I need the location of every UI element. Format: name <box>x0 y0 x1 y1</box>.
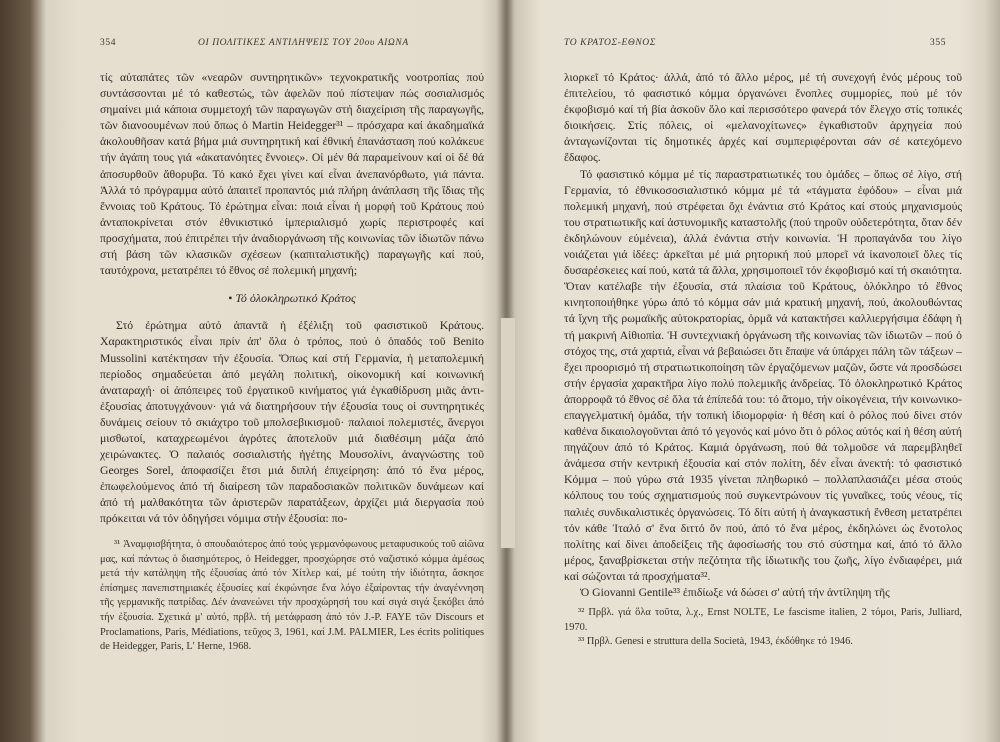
right-paragraph-1: λιορκεῖ τό Κράτος· ἀλλά, ἀπό τό ἄλλο μέρος, μέ τή συνεχογή ἑνός μέρους τοῦ ἐπιτελείου, τό φασιστικό κόμμα ὀργανώνει ἔνοπλες συμμορίες, πού μέ τόν ἐκφοβισμό καί τή βία ἀσκοῦν ὅλο καί περισσότερο φανερά τόν ἔλεγχο στίς τοπικές διοικήσεις. Στίς πόλεις, οἱ «μελανοχίτωνες» ἐγκαθιστοῦν ἀρχηγεία πού ἀνταγωνίζονται τίς δημοτικές ἀρχές καί συμπεριφέρονται σάν σέ κατεχόμενο ἔδαφος. <box>564 71 962 165</box>
footnote-33: ³³ Πρβλ. Genesi e struttura della Società, 1943, ἐκδόθηκε τό 1946. <box>578 636 853 648</box>
right-running-head: ΤΟ ΚΡΑΤΟΣ-ΕΘΝΟΣ <box>564 38 657 48</box>
right-footnotes <box>564 606 962 650</box>
left-page-number: 354 <box>100 38 117 48</box>
footnote-32: ³² Πρβλ. γιά ὅλα τοῦτα, λ.χ., Ernst NOLTE, Le fascisme italien, 2 τόμοι, Paris, Julliard, 1970. <box>564 607 962 633</box>
right-paragraph-3: Ὁ Giovanni Gentile³³ ἐπιδίωξε νά δώσει σ' αὐτή τήν ἀντίληψη τῆς <box>580 586 890 599</box>
left-footnotes <box>100 538 484 655</box>
left-body <box>100 70 484 528</box>
left-page <box>48 0 500 742</box>
right-page <box>512 0 982 742</box>
footnote-31: ³¹ Ἀναμφισβήτητα, ὁ σπουδαιότερος ἀπό τούς γερμανόφωνους μεταφυσικούς τοῦ αἰῶνα μας, καί πάντως ὁ διασημότερος, ὁ Heidegger, προσχώρησε στό ναζιστικό κόμμα ἀμέσως μετά τήν κατάληψη τῆς ἐξουσίας ἀπό τόν Χίτλερ καί, μέ τούτη τήν ἰδιότητα, ἄσκησε ἐπίσημες πανεπιστημιακές ἐξουσίες καί ἐκφώνησε ἕνα λόγο ἐξαίροντας τήν ἀναγέννηση τῆς γερμανικῆς πατρίδας. Δέν ἀνανεώνει τήν προσχώρησή του καί σιγά σιγά ξεκόβει ἀπό τήν ἐξουσία. Σχετικά μ' αὐτό, πρβλ. τή μετάφραση ἀπό τόν J.-P. FAYE τῶν Discours et Proclamations, Paris, Médiations, τεῦχος 3, 1961, καί J.M. PALMIER, Les écrits politiques de Heidegger, Paris, L' Herne, 1968. <box>100 539 484 653</box>
left-running-head: ΟΙ ΠΟΛΙΤΙΚΕΣ ΑΝΤΙΛΗΨΕΙΣ ΤΟΥ 20ου ΑΙΩΝΑ <box>198 38 409 48</box>
right-paragraph-2: Τό φασιστικό κόμμα μέ τίς παραστρατιωτικές του ὁμάδες – ὅπως σέ λίγο, στή Γερμανία, τό ἐθνικοσοσιαλιστικό κόμμα μέ τά «τάγματα ἐφόδου» – εἶναι μιά πολεμική μηχανή, πού στρέφεται ὄχι ἐνάντια στό Κράτος καί στούς μηχανισμούς του στρατιωτικῆς καί ἀστυνομικῆς καταστολῆς (πού τηροῦν οὐδετερότητα, ὅταν δέν ἐκδηλώνουν εὐμένεια), ἀλλά ἐνάντια στήν κοινωνία. Ἡ προπαγάνδα του λίγο νοιάζεται γιά ἰδέες: ἀρκεῖται μέ μιά ρητορική πού μπορεῖ νά ἱκανοποιεῖ ὅλες τίς δυσαρέσκειες καί πού, κατά τά ἄλλα, χρησιμοποιεῖ τόν ἐκφοβισμό καί τή σκαιότητα. Ὅταν κατέλαβε τήν ἐξουσία, στά πλαίσια τοῦ Κράτους, ὁλόκληρο τό ἔθνος κινητοποιήθηκε γύρω ἀπό τό κόμμα σάν μιά κρατική μηχανή, πού, ἀκολουθώντας τά ἴχνη τῆς ρωμαϊκῆς αὐτοκρατορίας, ὁρμᾶ νά κατακτήσει καλλιεργήσιμα ἐδάφη ἡ τή μακρινή Αἰθιοπία. Ἡ συντεχνιακή ὀργάνωση τῆς κοινωνίας τῶν ἰδιωτῶν – πού ὁ στόχος της, στά χαρτιά, εἶναι νά βεβαιώσει ὅτι ἔπαψε νά ὑπάρχει πάλη τῶν τάξεων – ἔχει προορισμό τή στρατιωτικοποίηση τῶν ἐργαζόμενων μαζῶν, ὥστε νά προσδώσει στήν ἐργασία χαρακτῆρα λίγο πολύ πολεμικῆς ἀνδρείας. Τό ὁλοκληρωτικό Κράτος ἀπορροφᾶ τό ἔθνος σέ ὅλα τά ἐπίπεδά του: τό ἄτομο, τήν οἰκογένεια, τήν κοινωνικο-επαγγελματική ὁμάδα, τήν τοπική ἰδιομορφία· ἡ θέση καί ὁ ρόλος πού δίνει στόν καθένα δικαιολογοῦνται ἀπό τό γεγονός καί μόνο ὅτι ὁ ρόλος αὐτός καί ἡ θέση αὐτή πηγάζουν ἀπό τό Κράτος. Καμιά ὀργάνωση, πού θά τολμοῦσε νά παρεμβληθεῖ ἀνάμεσα στήν κεντρική ἐξουσία καί στόν πολίτη, δέν εἶναι ἀνεκτή: τό φασιστικό Κόμμα – πού γύρω στά 1935 γίνεται πληθωρικό – πολλαπλασιάζει μέσα στούς κόλπους του τούς σχηματισμούς πού συγκεντρώνουν τίς γυναῖκες, τούς νέους, τίς παλιές συνδικαλιστικές ὀργανώσεις. Τό δίτι αὐτή ἡ ἀναγκαστική ἔνθεση μετατρέπει τόν κάθε Ἰταλό σ' ἕνα διττό ὄν πού, ἀπό τό ἕνα μέρος, ἐκδηλώνει ὡς ἔνοτολος πολίτης καί δίνει ἀποδείξεις τῆς ἀφοσίωσής του στό σύστημα καί, ἀπό τό ἄλλο μέρος, ξαναβρίσκεται στήν πεζότητα τῆς ἰδιωτικῆς του ζωῆς, λίγο ἐνδιαφέρει, μιά καί σώζονται τά προσχήματα³². <box>564 167 962 583</box>
left-paragraph-1: τίς αὐταπάτες τῶν «νεαρῶν συντηρητικῶν» τεχνοκρατικῆς νοοτροπίας πού συντάσσονται μέ τό καθεστώς, τῶν ἀφελῶν πού πίστεψαν πώς σοσιαλισμός σημαίνει μιά κάποια συμμετοχή τῶν παραγωγῶν στή διαχείριση τῆς παραγωγῆς, τῶν διανοουμένων πού ὅπως ὁ Martin Heidegger³¹ – πρόσχαρα καί ἀκαδημαϊκά ἀκολουθῆσαν κατά βήμα μιά συντηρητική καί ἐθνική ἐπανάσταση πού κολάκευε τήν ἀγάπη τους γιά «ἀκατανόητες ἔννοιες». Οἱ μέν θά παραμείνουν καί οἱ δέ θά ἀποσυρθοῦν ἄθορυβα. Τό κακό ἔχει γίνει καί εἶναι ἀνεπανόρθωτο, γιά πάντα. Ἀλλά τό πρόγραμμα αὐτό ἀπαιτεῖ προπαντός μιά πλήρη ἀνάπλαση τῆς ἴδιας τῆς ἔννοιας τοῦ Κράτους. Τό ἐρώτημα εἶναι: ποιά εἶναι ἡ μορφή τοῦ Κράτους πού ἀνταποκρίνεται στόν ἐθνικιστικό ἰμπεριαλισμό χωρίς περιστροφές καί προσχήματα, πού ἐπιτρέπει τήν ἀναδιοργάνωση τῆς κοινωνίας τῶν ἰδιωτῶν πάνω στή βάση τῶν κλασικῶν σχέσεων (καπιταλιστικῆς) παραγωγῆς καί πού, ταυτόχρονα, μετατρέπει τό ἔθνος σέ πολεμική μηχανή; <box>100 71 484 278</box>
section-title: • Τό ὁλοκληρωτικό Κράτος <box>228 291 356 306</box>
right-page-number: 355 <box>930 38 947 48</box>
right-body <box>564 70 962 601</box>
left-paragraph-2: Στό ἐρώτημα αὐτό ἀπαντᾶ ἡ ἐξέλιξη τοῦ φασιστικοῦ Κράτους. Χαρακτηριστικός εἶναι πρίν ἀπ' ὅλα ὁ τρόπος, πού ὁ ὁπαδός τοῦ Benito Mussolini κατέκτησαν τήν ἐξουσία. Ὅπως καί στή Γερμανία, ἡ μεταπολεμική περίοδος σημαδεύεται ἀπό μεγάλη πολιτική, οἰκονομική καί κοινωνική ἀναταραχή· οἱ ἀπόπειρες τοῦ ἐργατικοῦ κινήματος γιά ἐγκαθίδρυση μιᾶς ἀντι-ἐξουσίας ἀποτυγχάνουν· γιά νά διατηρήσουν τήν ἐξουσία τους οἱ συντηρητικές δυνάμεις σείουν τό σκιάχτρο τοῦ μπολσεβικισμοῦ· παλαιοί πολεμιστές, ἄνεργοι μισθωτοί, καταχρεωμένοι ἀγρότες ἀποτελοῦν μιά διαθέσιμη μάζα ἀπό χειρώνακτες. Ὁ παλαιός σοσιαλιστής ἡγέτης Μουσολίνι, ἀναγνώστης τοῦ Georges Sorel, ἀποφασίζει ἔτσι μιά διπλή ἐπιχείρηση: ἀπό τό ἕνα μέρος, ἐπωφελούμενος ἀπό τή διαίρεση τῶν παραδοσιακῶν πολιτικῶν δυνάμεων καί ἀπό τή μαλθακότητα τῶν ἀριστερῶν παρατάξεων, ἀρχίζει μιά διεργασία πού πρόκειται νά τόν ὁδηγήσει νόμιμα στήν ἐξουσία: πο- <box>100 319 484 526</box>
